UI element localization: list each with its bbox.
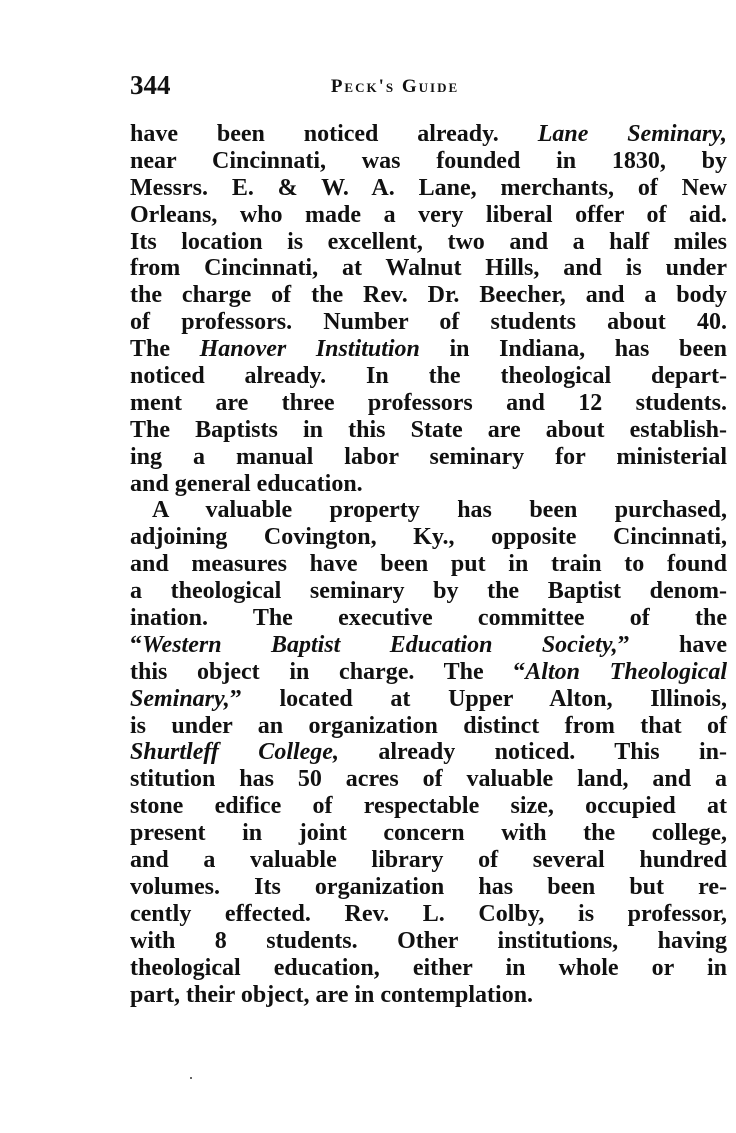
text-line [130,524,727,551]
text-segment: and a valuable library of several hundred [130,847,727,874]
text-segment: this object in charge. The “ [130,658,526,685]
text-line [130,309,727,336]
text-line [130,766,727,793]
text-segment: Messrs. E. & W. A. Lane, merchants, of New [130,174,727,201]
text-line [130,363,727,390]
text-segment: Orleans, who made a very liberal offer of aid. [130,201,727,228]
text-segment: ination. The executive committee of the [130,605,727,632]
text-line [130,336,727,363]
text-line [130,229,727,256]
text-line [130,551,727,578]
text-line [130,444,727,471]
text-segment: stitution has 50 acres of valuable land, and a [130,766,727,793]
text-segment: near Cincinnati, was founded in 1830, by [130,147,727,174]
text-segment: The [130,336,200,363]
text-line [130,417,727,444]
text-segment: ” located at Upper Alton, Illinois, [229,685,727,712]
text-segment: “ [130,631,142,658]
text-line [130,982,727,1009]
italic-text: Lane Seminary, [537,121,727,147]
text-line [130,847,727,874]
text-segment: from Cincinnati, at Walnut Hills, and is under [130,255,727,282]
running-title: Peck's Guide [330,76,460,97]
scan-speck [190,1077,192,1079]
text-segment: ing a manual labor seminary for ministerial [130,443,727,470]
text-segment: of professors. Number of students about 40. [130,309,727,336]
text-segment: a theological seminary by the Baptist denom- [130,578,727,605]
text-segment: adjoining Covington, Ky., opposite Cincinnati, [130,524,727,551]
text-segment: the charge of the Rev. Dr. Beecher, and a body [130,282,727,309]
text-segment: is under an organization distinct from that of [130,712,727,739]
text-segment: part, their object, are in contemplation. [130,981,534,1008]
text-line [130,874,727,901]
italic-text: Western Baptist Education Society, [142,631,618,658]
text-line [130,632,727,659]
text-line [130,928,727,955]
text-segment: with 8 students. Other institutions, having [130,927,727,954]
text-line [130,202,727,229]
text-segment: cently effected. Rev. L. Colby, is professor, [130,900,727,927]
page-header [130,70,727,104]
text-line [130,255,727,282]
text-line [130,390,727,417]
text-line [130,739,727,766]
text-segment: and general education. [130,470,363,497]
text-segment: The Baptists in this State are about establish- [130,416,727,443]
text-segment: present in joint concern with the college, [130,820,727,847]
text-segment: ” have [617,631,728,658]
text-line [130,793,727,820]
text-line [130,497,727,524]
italic-text: Seminary, [130,685,230,712]
text-segment: have been noticed already. [130,121,538,147]
page-body-text [130,121,727,1008]
text-segment: stone edifice of respectable size, occupied at [130,793,727,820]
text-line [130,121,727,148]
text-segment: A valuable property has been purchased, [152,497,727,524]
text-segment: already noticed. This in- [338,739,728,766]
text-line [130,713,727,740]
italic-text: Hanover Institution [199,336,420,363]
page-number: 344 [130,70,171,100]
text-line [130,578,727,605]
text-line [130,282,727,309]
text-segment: and measures have been put in train to found [130,551,727,578]
text-line [130,901,727,928]
italic-text: Alton Theological [525,658,727,685]
text-segment: theological education, either in whole or in [130,954,727,981]
text-segment: volumes. Its organization has been but re- [130,873,727,900]
text-line [130,175,727,202]
text-line [130,955,727,982]
text-segment: Its location is excellent, two and a half miles [130,228,727,255]
text-segment: in Indiana, has been [419,336,727,363]
text-segment: noticed already. In the theological depart- [130,363,727,390]
text-line [130,686,727,713]
text-line [130,659,727,686]
text-line [130,820,727,847]
text-line [130,605,727,632]
text-segment: ment are three professors and 12 students. [130,389,727,416]
text-line [130,148,727,175]
text-line [130,471,727,498]
italic-text: Shurtleff College, [130,739,339,766]
